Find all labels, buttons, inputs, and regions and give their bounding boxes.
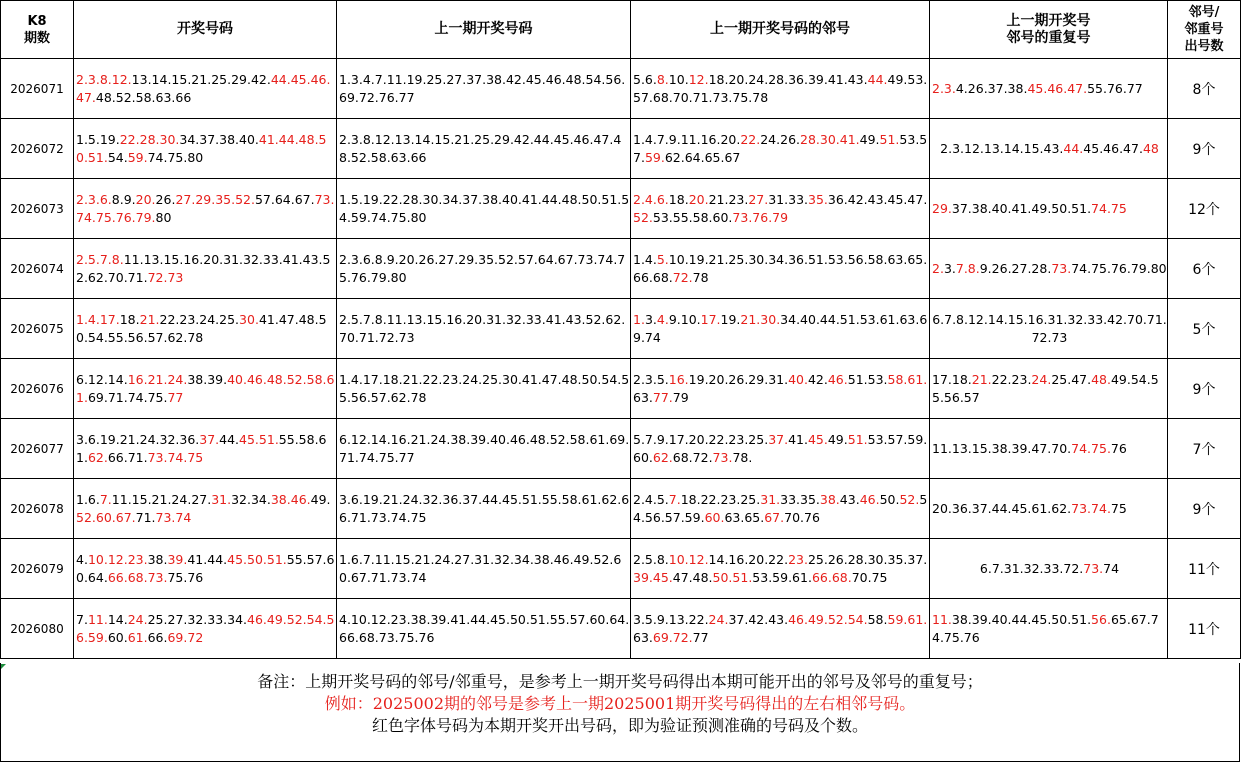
prev-draw-cell[interactable]: 2.3.8.12.13.14.15.21.25.29.42.44.45.46.47.48.52.58.63.66 bbox=[337, 119, 631, 179]
table-row bbox=[1, 299, 1241, 359]
hit-number: 56. bbox=[1091, 611, 1111, 627]
repeats-cell[interactable] bbox=[930, 599, 1168, 659]
period-cell[interactable]: 2026071 bbox=[1, 59, 74, 119]
number: 8.9. bbox=[111, 191, 136, 207]
number: 9.10. bbox=[668, 311, 701, 327]
number: 42. bbox=[807, 371, 828, 387]
hit-number: 38. bbox=[819, 491, 840, 507]
count-cell[interactable]: 7个 bbox=[1168, 419, 1241, 479]
repeats-cell[interactable] bbox=[930, 419, 1168, 479]
prev-draw-cell[interactable]: 1.5.19.22.28.30.34.37.38.40.41.44.48.50.51.54.59.74.75.80 bbox=[337, 179, 631, 239]
draw-cell[interactable] bbox=[74, 599, 337, 659]
repeats-cell[interactable] bbox=[930, 479, 1168, 539]
hit-number: 10.12. bbox=[668, 551, 709, 567]
note-line-2: 例如：2025002期的邻号是参考上一期2025001期开奖号码得出的左右相邻号码。 bbox=[324, 694, 916, 713]
hit-number: 24. bbox=[708, 611, 729, 627]
table-row bbox=[1, 59, 1241, 119]
hit-number: 12. bbox=[688, 71, 709, 87]
number: 10. bbox=[668, 71, 689, 87]
number: 4. bbox=[76, 551, 88, 567]
hit-number: 27. bbox=[748, 191, 769, 207]
number: 1.4. bbox=[633, 251, 657, 267]
hit-number: 11. bbox=[932, 611, 952, 627]
table-row bbox=[1, 479, 1241, 539]
number: 3. bbox=[943, 260, 956, 276]
hit-number: 6. bbox=[99, 191, 112, 207]
number: 45.46.47. bbox=[1083, 140, 1143, 156]
hit-number: 66.68.73. bbox=[107, 569, 168, 585]
hit-number: 45.50.51. bbox=[227, 551, 287, 567]
neighbors-cell[interactable] bbox=[631, 359, 930, 419]
number: 79 bbox=[672, 389, 689, 405]
number: 19. bbox=[720, 311, 741, 327]
hit-number: 73.74. bbox=[1071, 500, 1111, 516]
number: 41.44. bbox=[187, 551, 228, 567]
hit-number: 37. bbox=[199, 431, 220, 447]
hit-number: 50.51. bbox=[76, 131, 327, 165]
table-row bbox=[1, 359, 1241, 419]
number: 53.57. bbox=[633, 131, 928, 165]
number: 49.53.57.68.70.71.73.75.78 bbox=[633, 71, 928, 105]
number: 25.26.28.30.35.37. bbox=[807, 551, 928, 567]
hit-number: 69.72 bbox=[167, 629, 204, 645]
number: 19.20.26.29.31. bbox=[688, 371, 789, 387]
number: 57.64.67. bbox=[254, 191, 315, 207]
hit-number: 24. bbox=[127, 611, 148, 627]
number: 66.71. bbox=[107, 449, 148, 465]
number: 1.5.19. bbox=[76, 131, 120, 147]
hit-number: 77. bbox=[652, 389, 673, 405]
hit-number: 2.4. bbox=[633, 191, 657, 207]
number: 58. bbox=[867, 611, 888, 627]
number: 37.42.43. bbox=[728, 611, 789, 627]
number: 80 bbox=[155, 209, 172, 225]
number: 21.23. bbox=[708, 191, 749, 207]
hit-number: 52. bbox=[899, 491, 920, 507]
count-cell[interactable]: 11个 bbox=[1168, 539, 1241, 599]
period-cell[interactable]: 2026077 bbox=[1, 419, 74, 479]
header-draw-label: 开奖号码 bbox=[177, 21, 233, 37]
hit-number: 35. bbox=[808, 191, 828, 207]
hit-number: 2.3.8.12. bbox=[76, 71, 132, 87]
hit-number: 46.49.52.54. bbox=[788, 611, 868, 627]
number: 78 bbox=[692, 269, 709, 285]
number: 41. bbox=[788, 431, 808, 447]
prev-draw-cell[interactable]: 2.3.6.8.9.20.26.27.29.35.52.57.64.67.73.74.75.76.79.80 bbox=[337, 239, 631, 299]
hit-number: 73. bbox=[1083, 560, 1104, 576]
neighbors-cell[interactable] bbox=[631, 479, 930, 539]
count-cell[interactable]: 5个 bbox=[1168, 299, 1241, 359]
header-count[interactable] bbox=[1168, 1, 1241, 59]
number: 78. bbox=[732, 449, 753, 465]
hit-number: 48. bbox=[1091, 371, 1111, 387]
hit-number: 73.74 bbox=[155, 509, 192, 525]
neighbors-cell[interactable] bbox=[631, 539, 930, 599]
hit-number: 44. bbox=[867, 71, 888, 87]
repeats-cell[interactable] bbox=[930, 119, 1168, 179]
hit-number: 67. bbox=[764, 509, 785, 525]
draw-cell[interactable] bbox=[74, 239, 337, 299]
hit-number: 48 bbox=[1142, 140, 1159, 156]
number: 3. bbox=[644, 311, 657, 327]
header-row bbox=[1, 1, 1241, 59]
number: 11.15.21.24.27. bbox=[111, 491, 212, 507]
hit-number: 22.28.30. bbox=[119, 131, 180, 147]
number: 55.76.77 bbox=[1087, 80, 1143, 96]
hit-number: 45. bbox=[807, 431, 828, 447]
number: 74 bbox=[1103, 560, 1120, 576]
hit-number: 8. bbox=[656, 71, 669, 87]
number: 13.14.15.21.25.29.42. bbox=[131, 71, 271, 87]
hit-number: 30. bbox=[239, 311, 259, 327]
number: 68.72. bbox=[672, 449, 713, 465]
hit-number: 20. bbox=[688, 191, 709, 207]
number: 63. bbox=[633, 389, 653, 405]
neighbors-cell[interactable] bbox=[631, 419, 930, 479]
hit-number: 73.76.79 bbox=[732, 209, 789, 225]
number: 18.22.23.25. bbox=[680, 491, 761, 507]
header-draw[interactable] bbox=[74, 1, 337, 59]
number: 38. bbox=[147, 551, 168, 567]
hit-number: 44.45.46.47. bbox=[76, 71, 331, 105]
header-neighbors[interactable] bbox=[631, 1, 930, 59]
number: 54. bbox=[107, 149, 128, 165]
hit-number: 4. bbox=[656, 311, 669, 327]
table-row bbox=[1, 239, 1241, 299]
prev-draw-cell[interactable]: 1.6.7.11.15.21.24.27.31.32.34.38.46.49.52.60.67.71.73.74 bbox=[337, 539, 631, 599]
hit-number: 31. bbox=[211, 491, 232, 507]
note-line-1: 备注：上期开奖号码的邻号/邻重号，是参考上一期开奖号码得出本期可能开出的邻号及邻号的重复号； bbox=[257, 672, 983, 691]
draw-cell[interactable] bbox=[74, 359, 337, 419]
number: 18. bbox=[119, 311, 140, 327]
header-repeats[interactable] bbox=[930, 1, 1168, 59]
number: 43. bbox=[839, 491, 860, 507]
table-row bbox=[1, 179, 1241, 239]
number: 33.35. bbox=[780, 491, 820, 507]
hit-number: 39. bbox=[167, 551, 188, 567]
number: 60. bbox=[107, 629, 128, 645]
hit-number: 24. bbox=[1031, 371, 1052, 387]
cell-marker-icon bbox=[1, 664, 6, 669]
hit-number: 58.61. bbox=[887, 371, 928, 387]
number: 49. bbox=[310, 491, 331, 507]
number: 63. bbox=[633, 629, 653, 645]
header-count-label: 邻号/ 邻重号 出号数 bbox=[1184, 5, 1224, 54]
number: 4.26.37.38. bbox=[955, 80, 1028, 96]
hit-number: 73.74.75.76.79. bbox=[76, 191, 335, 225]
number: 7. bbox=[76, 611, 88, 627]
count-cell[interactable]: 8个 bbox=[1168, 59, 1241, 119]
hit-number: 59.61. bbox=[887, 611, 928, 627]
number: 49. bbox=[859, 131, 880, 147]
hit-number: 27.29.35.52. bbox=[175, 191, 255, 207]
number: 53.55.58.60. bbox=[652, 209, 733, 225]
note-line-3: 红色字体号码为本期开奖开出号码，即为验证预测准确的号码及个数。 bbox=[371, 716, 868, 735]
hit-number: 11. bbox=[87, 611, 108, 627]
hit-number: 61. bbox=[127, 629, 148, 645]
hit-number: 45.46.47. bbox=[1027, 80, 1088, 96]
number: 2.5.8. bbox=[633, 551, 669, 567]
hit-number: 52.60.67. bbox=[76, 509, 136, 525]
hit-number: 62. bbox=[652, 449, 673, 465]
table-row bbox=[1, 599, 1241, 659]
number: 2.3.5. bbox=[633, 371, 669, 387]
number: 34.40.44.51.53.61.63.69.74 bbox=[633, 311, 928, 345]
number: 25.47. bbox=[1051, 371, 1092, 387]
hit-number: 38.46. bbox=[270, 491, 311, 507]
neighbors-cell[interactable] bbox=[631, 239, 930, 299]
period-cell[interactable]: 2026075 bbox=[1, 299, 74, 359]
number: 65.67.74.75.76 bbox=[932, 611, 1159, 645]
period-cell[interactable]: 2026080 bbox=[1, 599, 74, 659]
hit-number: 28.30.41. bbox=[800, 131, 860, 147]
draw-cell[interactable] bbox=[74, 59, 337, 119]
hit-number: 50.51. bbox=[712, 569, 753, 585]
number: 10.19.21.25.30.34.36.51.53.56.58.63.65.66.68. bbox=[633, 251, 928, 285]
hit-number: 22. bbox=[740, 131, 761, 147]
hit-number: 51. bbox=[879, 131, 900, 147]
number: 24.26. bbox=[760, 131, 800, 147]
hit-number: 1. bbox=[633, 311, 645, 327]
hit-number: 7. bbox=[99, 491, 112, 507]
number: 50. bbox=[879, 491, 900, 507]
number: 22.23.24.25. bbox=[159, 311, 240, 327]
header-period-label: K8 期数 bbox=[23, 13, 50, 46]
repeats-cell[interactable] bbox=[930, 299, 1168, 359]
hit-number: 2.3. bbox=[932, 80, 956, 96]
number: 62.64.65.67 bbox=[664, 149, 741, 165]
number: 6.7.31.32.33.72. bbox=[979, 560, 1084, 576]
number: 53.59.61. bbox=[752, 569, 812, 585]
hit-number: 17. bbox=[700, 311, 721, 327]
count-cell[interactable]: 12个 bbox=[1168, 179, 1241, 239]
neighbors-cell[interactable] bbox=[631, 119, 930, 179]
hit-number: 46. bbox=[859, 491, 880, 507]
number: 55.58.61. bbox=[76, 431, 327, 465]
hit-number: 2.5.7.8. bbox=[76, 251, 124, 267]
neighbors-cell[interactable] bbox=[631, 299, 930, 359]
count-cell[interactable]: 9个 bbox=[1168, 119, 1241, 179]
number: 31.33. bbox=[768, 191, 808, 207]
number: 38.39. bbox=[187, 371, 228, 387]
number: 11.13.15.38.39.47.70. bbox=[932, 440, 1072, 456]
hit-number: 16. bbox=[668, 371, 689, 387]
number: 1.6. bbox=[76, 491, 100, 507]
number: 17.18. bbox=[932, 371, 972, 387]
notes-box[interactable] bbox=[0, 663, 1240, 762]
hit-number: 73.74.75 bbox=[147, 449, 204, 465]
hit-number: 72.73 bbox=[147, 269, 184, 285]
hit-number: 66.68. bbox=[811, 569, 852, 585]
number: 25.27.32.33.34. bbox=[147, 611, 248, 627]
hit-number: 62. bbox=[87, 449, 108, 465]
repeats-cell[interactable] bbox=[930, 59, 1168, 119]
number: 36.42.43.45.47. bbox=[827, 191, 928, 207]
number: 20.36.37.44.45.61.62. bbox=[932, 500, 1072, 516]
number: 69.71.74.75. bbox=[87, 389, 168, 405]
prev-draw-cell[interactable]: 6.12.14.16.21.24.38.39.40.46.48.52.58.61.69.71.74.75.77 bbox=[337, 419, 631, 479]
hit-number: 41.44.48. bbox=[258, 131, 319, 147]
repeats-cell[interactable] bbox=[930, 179, 1168, 239]
hit-number: 72. bbox=[672, 269, 693, 285]
hit-number: 7.8. bbox=[955, 260, 980, 276]
hit-number: 74.75 bbox=[1091, 200, 1127, 216]
neighbors-cell[interactable] bbox=[631, 59, 930, 119]
number: 75 bbox=[1110, 500, 1127, 516]
repeats-cell[interactable] bbox=[930, 359, 1168, 419]
hit-number: 77 bbox=[167, 389, 184, 405]
count-cell[interactable]: 11个 bbox=[1168, 599, 1241, 659]
prev-draw-cell[interactable]: 3.6.19.21.24.32.36.37.44.45.51.55.58.61.62.66.71.73.74.75 bbox=[337, 479, 631, 539]
number: 3.5.9.13.22. bbox=[633, 611, 709, 627]
number: 37.38.40.41.49.50.51. bbox=[951, 200, 1092, 216]
table-row bbox=[1, 419, 1241, 479]
hit-number: 73. bbox=[1051, 260, 1072, 276]
neighbors-cell[interactable] bbox=[631, 599, 930, 659]
hit-number: 73. bbox=[712, 449, 733, 465]
number: 66. bbox=[147, 629, 168, 645]
hit-number: 74.75. bbox=[1071, 440, 1111, 456]
period-cell[interactable]: 2026073 bbox=[1, 179, 74, 239]
hit-number: 46.49.52.54.56.59. bbox=[76, 611, 335, 645]
number: 5.6. bbox=[633, 71, 657, 87]
hit-number: 7. bbox=[668, 491, 681, 507]
prev-draw-cell[interactable]: 1.3.4.7.11.19.25.27.37.38.42.45.46.48.54.56.69.72.76.77 bbox=[337, 59, 631, 119]
hit-number: 16.21.24. bbox=[127, 371, 188, 387]
draw-cell[interactable] bbox=[74, 419, 337, 479]
draw-cell[interactable] bbox=[74, 179, 337, 239]
hit-number: 21.30. bbox=[740, 311, 781, 327]
table-row bbox=[1, 119, 1241, 179]
number: 70.75 bbox=[851, 569, 888, 585]
number: 47.48. bbox=[672, 569, 713, 585]
number: 70.76 bbox=[784, 509, 820, 525]
prev-draw-cell[interactable]: 4.10.12.23.38.39.41.44.45.50.51.55.57.60.64.66.68.73.75.76 bbox=[337, 599, 631, 659]
hit-number: 69.72. bbox=[652, 629, 693, 645]
hit-number: 44. bbox=[1063, 140, 1084, 156]
number: 11.13.15.16.20.31.32.33.41.43.52.62.70.71. bbox=[76, 251, 331, 285]
hit-number: 59. bbox=[127, 149, 148, 165]
prev-draw-cell[interactable]: 1.4.17.18.21.22.23.24.25.30.41.47.48.50.54.55.56.57.62.78 bbox=[337, 359, 631, 419]
hit-number: 21. bbox=[971, 371, 992, 387]
number: 18. bbox=[668, 191, 689, 207]
period-cell[interactable]: 2026076 bbox=[1, 359, 74, 419]
number: 18.20.24.28.36.39.41.43. bbox=[708, 71, 868, 87]
number: 6.12.14. bbox=[76, 371, 128, 387]
number: 26. bbox=[155, 191, 176, 207]
hit-number: 29. bbox=[932, 200, 952, 216]
number: 74.75.76.79.80 bbox=[1071, 260, 1167, 276]
number: 44. bbox=[219, 431, 240, 447]
neighbors-cell[interactable] bbox=[631, 179, 930, 239]
repeats-cell[interactable] bbox=[930, 239, 1168, 299]
draw-cell[interactable] bbox=[74, 119, 337, 179]
draw-cell[interactable] bbox=[74, 479, 337, 539]
number: 76 bbox=[1110, 440, 1127, 456]
header-prev-draw-label: 上一期开奖号码 bbox=[434, 21, 533, 37]
table-row bbox=[1, 539, 1241, 599]
hit-number: 10.12.23. bbox=[87, 551, 148, 567]
hit-number: 6. bbox=[656, 191, 669, 207]
number: 34.37.38.40. bbox=[179, 131, 259, 147]
draw-cell[interactable] bbox=[74, 539, 337, 599]
period-cell[interactable]: 2026079 bbox=[1, 539, 74, 599]
draw-cell[interactable] bbox=[74, 299, 337, 359]
number: 14. bbox=[107, 611, 128, 627]
hit-number: 37. bbox=[768, 431, 789, 447]
number: 77 bbox=[692, 629, 709, 645]
hit-number: 45.51. bbox=[239, 431, 279, 447]
number: 71. bbox=[135, 509, 156, 525]
number: 55.57.60.64. bbox=[76, 551, 335, 585]
repeats-cell[interactable] bbox=[930, 539, 1168, 599]
prev-draw-cell[interactable]: 2.5.7.8.11.13.15.16.20.31.32.33.41.43.52.62.70.71.72.73 bbox=[337, 299, 631, 359]
count-cell[interactable]: 9个 bbox=[1168, 479, 1241, 539]
hit-number: 31. bbox=[760, 491, 781, 507]
hit-number: 5. bbox=[656, 251, 669, 267]
hit-number: 51. bbox=[847, 431, 868, 447]
number: 49. bbox=[827, 431, 848, 447]
number: 22.23. bbox=[991, 371, 1032, 387]
number: 32.34. bbox=[231, 491, 271, 507]
number: 38.39.40.44.45.50.51. bbox=[951, 611, 1092, 627]
number: 1.4.7.9.11.16.20. bbox=[633, 131, 741, 147]
number: 14.16.20.22. bbox=[708, 551, 789, 567]
number: 51.53. bbox=[847, 371, 888, 387]
hit-number: 20. bbox=[135, 191, 156, 207]
number: 49.54.55.56.57 bbox=[932, 371, 1159, 405]
number: 53.57.59.60. bbox=[633, 431, 928, 465]
hit-number: 40.46.48.52.58.61. bbox=[76, 371, 335, 405]
number: 3.6.19.21.24.32.36. bbox=[76, 431, 200, 447]
header-prev-draw[interactable] bbox=[337, 1, 631, 59]
number: 63.65. bbox=[724, 509, 765, 525]
period-cell[interactable]: 2026078 bbox=[1, 479, 74, 539]
hit-number: 1.4.17. bbox=[76, 311, 120, 327]
hit-number: 2.3. bbox=[76, 191, 100, 207]
hit-number: 59. bbox=[644, 149, 665, 165]
hit-number: 52. bbox=[633, 209, 653, 225]
hit-number: 46. bbox=[827, 371, 848, 387]
hit-number: 39.45. bbox=[633, 569, 673, 585]
period-cell[interactable]: 2026072 bbox=[1, 119, 74, 179]
header-neighbors-label: 上一期开奖号码的邻号 bbox=[710, 21, 850, 37]
number: 9.26.27.28. bbox=[979, 260, 1052, 276]
header-period[interactable] bbox=[1, 1, 74, 59]
number: 74.75.80 bbox=[147, 149, 204, 165]
count-cell[interactable]: 6个 bbox=[1168, 239, 1241, 299]
count-cell[interactable]: 9个 bbox=[1168, 359, 1241, 419]
number: 5.7.9.17.20.22.23.25. bbox=[633, 431, 769, 447]
hit-number: 21. bbox=[139, 311, 160, 327]
hit-number: 23. bbox=[788, 551, 808, 567]
header-repeats-label: 上一期开奖号 邻号的重复号 bbox=[1006, 12, 1091, 46]
number: 75.76 bbox=[167, 569, 204, 585]
period-cell[interactable]: 2026074 bbox=[1, 239, 74, 299]
number: 54.56.57.59. bbox=[633, 491, 928, 525]
hit-number: 60. bbox=[704, 509, 725, 525]
number: 2.4.5. bbox=[633, 491, 669, 507]
number: 41.47.48.50.54.55.56.57.62.78 bbox=[76, 311, 327, 345]
hit-number: 2. bbox=[932, 260, 944, 276]
number: 2.3.12.13.14.15.43. bbox=[940, 140, 1064, 156]
number: 6.7.8.12.14.15.16.31.32.33.42.70.71.72.73 bbox=[932, 311, 1167, 345]
hit-number: 40. bbox=[788, 371, 808, 387]
number: 48.52.58.63.66 bbox=[95, 89, 192, 105]
